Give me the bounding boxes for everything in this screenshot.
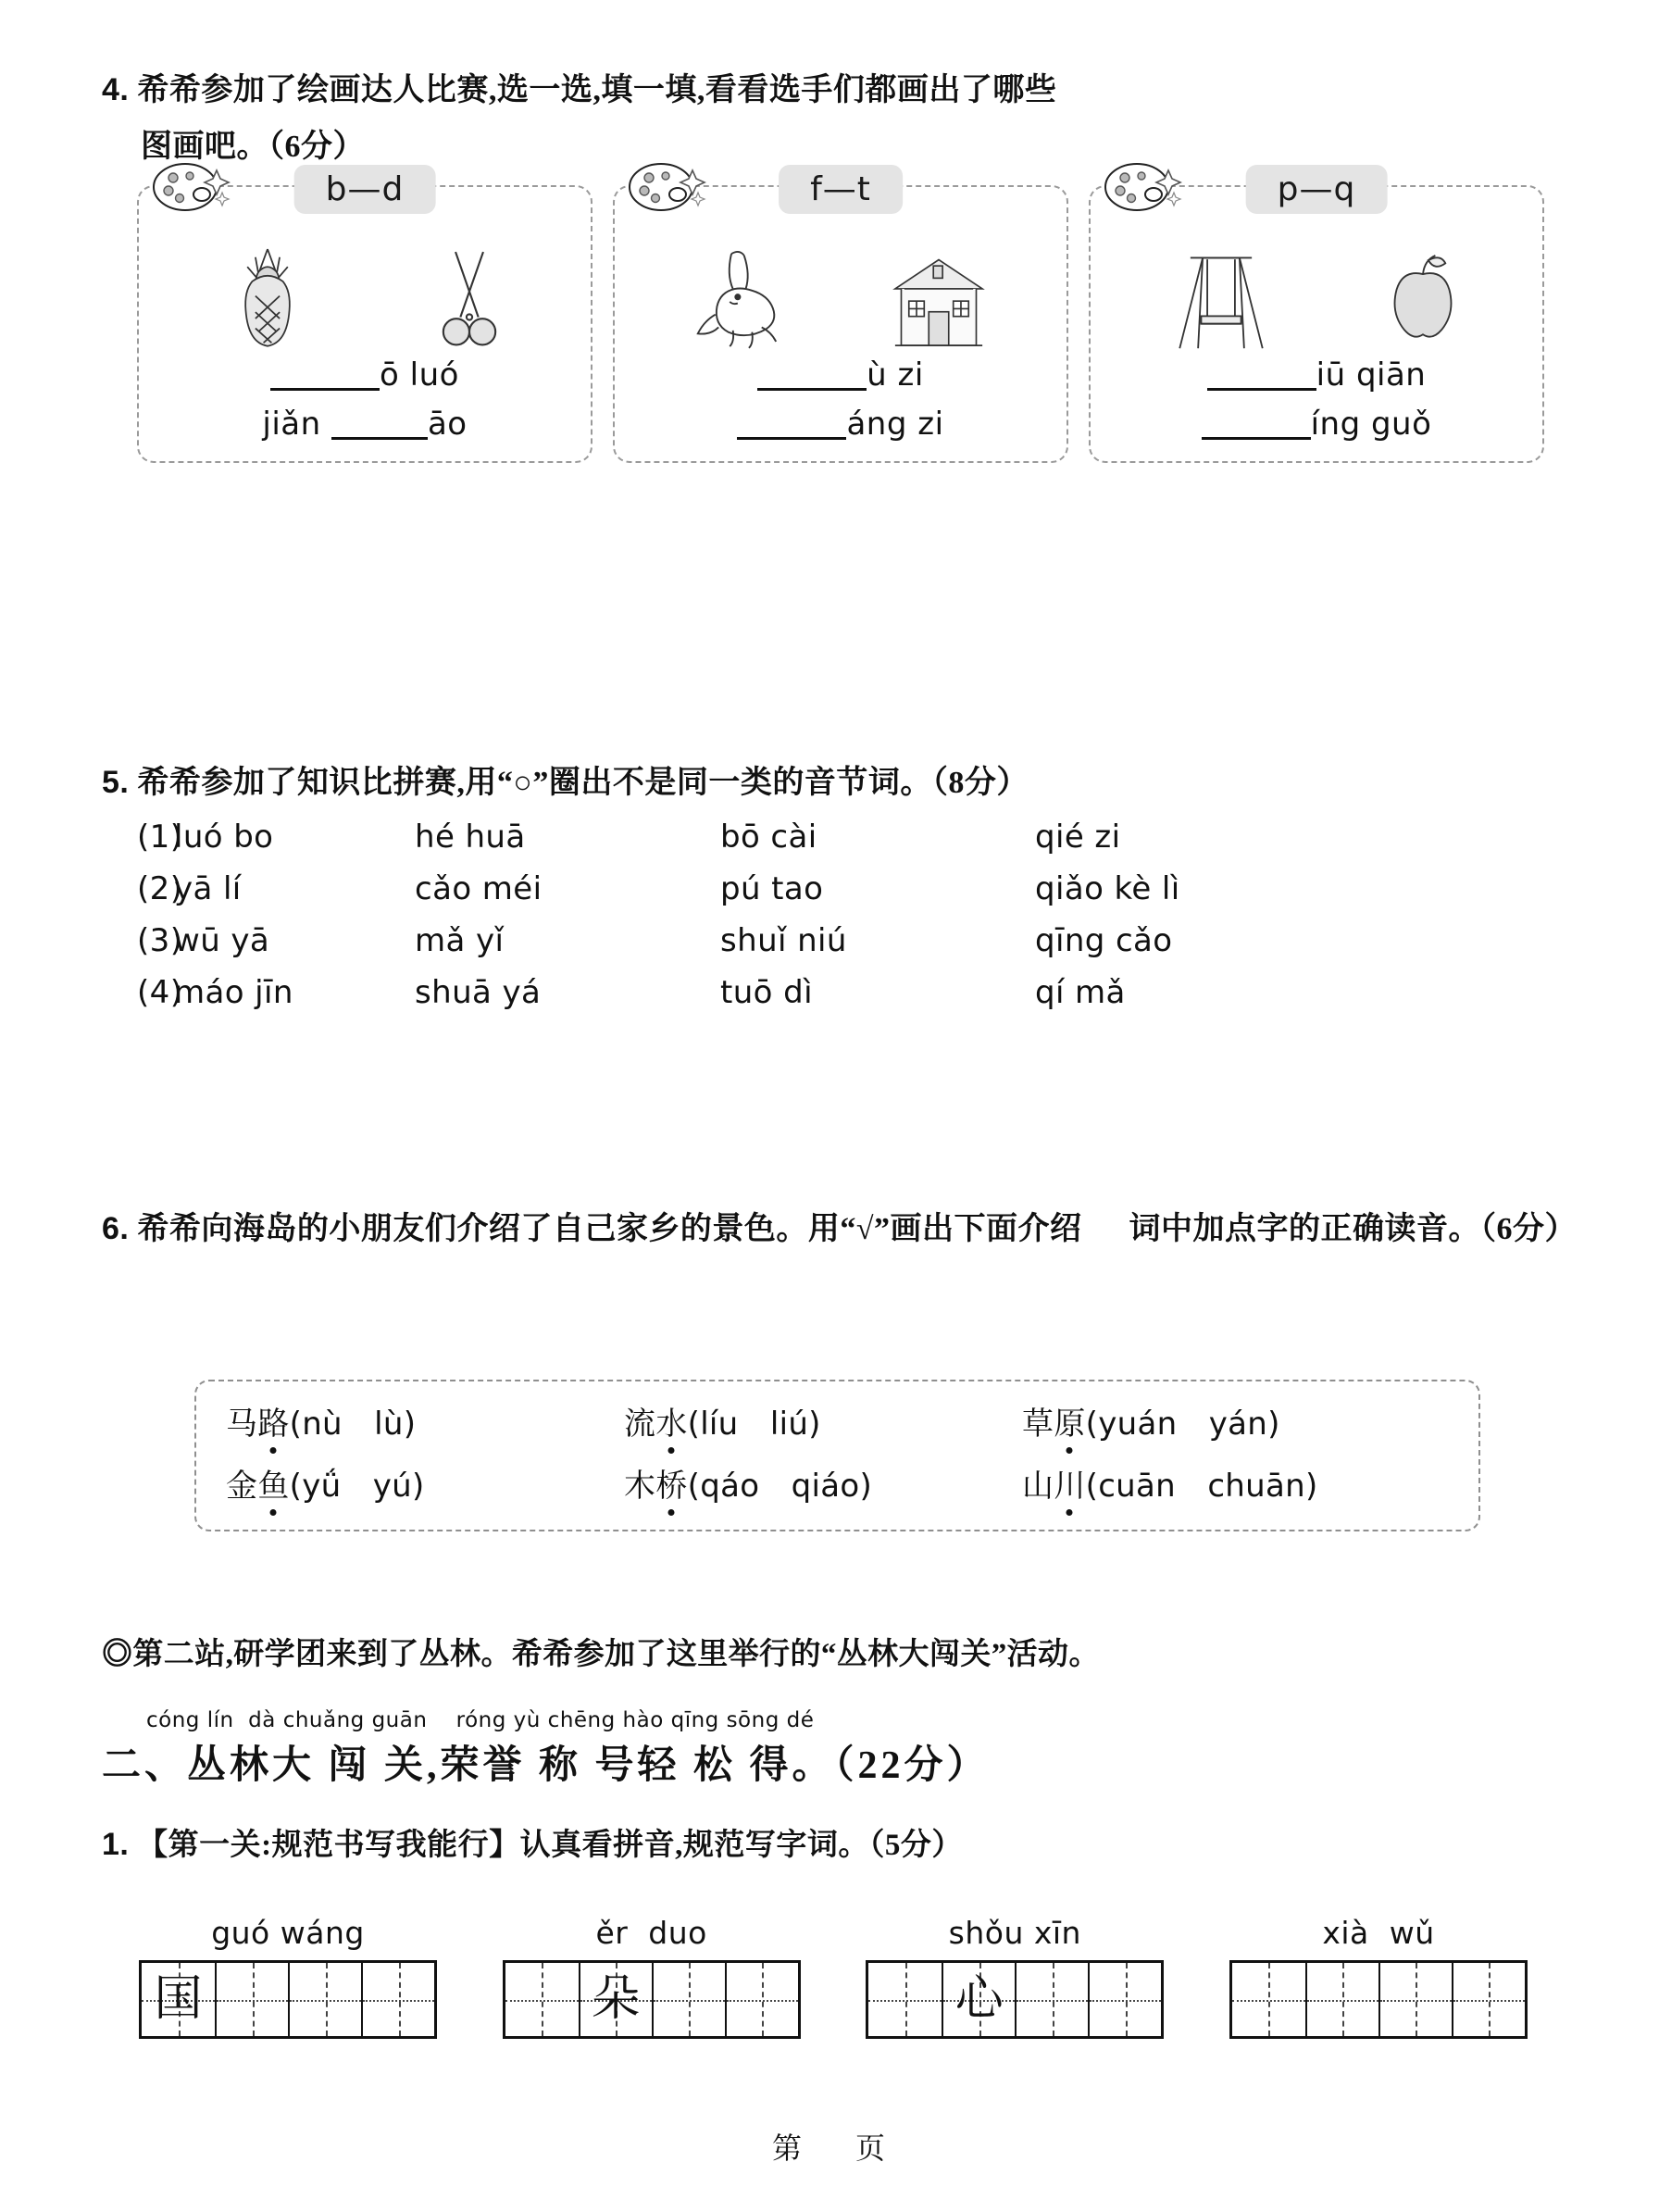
word-option[interactable]: qí mǎ xyxy=(1035,974,1126,1011)
answer-suffix: iū qiān xyxy=(1316,356,1427,394)
pronunciation-item[interactable] xyxy=(1022,1398,1420,1443)
grid-char: 心 xyxy=(954,1972,1004,2026)
word-option[interactable]: hé huā xyxy=(415,819,526,856)
question-4-number: 4. xyxy=(102,72,130,107)
question-6-number: 6. xyxy=(102,1211,130,1246)
palette-icon xyxy=(624,156,709,217)
word-char: 木 xyxy=(624,1469,656,1504)
word-char-dotted: 原 xyxy=(1054,1398,1085,1443)
pronunciation-options[interactable]: (yuán yán) xyxy=(1085,1406,1280,1443)
blank-input[interactable] xyxy=(270,356,380,391)
word-char-dotted: 路 xyxy=(257,1398,289,1443)
question-5-text: 希希参加了知识比拼赛,用“○”圈出不是同一类的音节词。（8分） xyxy=(137,766,1029,800)
pronunciation-item[interactable] xyxy=(1022,1460,1420,1506)
answer-prefix: jiǎn xyxy=(262,406,321,444)
section-2-title: 二、丛林大 闯 关,荣誉 称 号轻 松 得。（22分） xyxy=(102,1744,990,1787)
picture-box-art-pq xyxy=(1091,222,1542,361)
word-option[interactable]: pú tao xyxy=(720,870,824,907)
picture-box-art-ft xyxy=(615,222,1066,361)
word-char: 金 xyxy=(226,1469,258,1504)
word-option[interactable]: wū yā xyxy=(174,922,270,959)
answer-suffix: áng zi xyxy=(846,406,944,444)
word-char-dotted: 鱼 xyxy=(257,1460,289,1506)
word-char: 流 xyxy=(624,1407,656,1442)
word-option[interactable]: tuō dì xyxy=(720,974,813,1011)
grid-cell[interactable] xyxy=(288,1963,361,2036)
blank-input[interactable] xyxy=(331,406,428,440)
word-option[interactable]: qīng cǎo xyxy=(1035,922,1173,959)
grid-cell[interactable] xyxy=(1305,1963,1378,2036)
tianzige[interactable] xyxy=(1229,1960,1528,2039)
scissors-drawing xyxy=(432,239,506,361)
section-2-heading xyxy=(102,1708,1352,1790)
answer-line-2-ft xyxy=(615,400,1066,450)
picture-box-label-pq: p—q xyxy=(1246,165,1388,214)
grid-cell[interactable] xyxy=(652,1963,725,2036)
word-char-dotted: 桥 xyxy=(655,1460,687,1506)
pronunciation-item[interactable] xyxy=(624,1398,1022,1443)
section-2-ruby-pinyin: cóng lín dà chuǎng guān róng yù chēng hào qīng sōng dé xyxy=(146,1708,815,1732)
grid-cell[interactable] xyxy=(1452,1963,1525,2036)
swing-drawing xyxy=(1167,239,1275,361)
blank-input[interactable] xyxy=(757,356,867,391)
row-index: (2) xyxy=(137,870,183,907)
picture-box-ft xyxy=(613,170,1068,463)
word-char: 马 xyxy=(226,1407,258,1442)
palette-icon xyxy=(148,156,233,217)
writing-grid-erduo xyxy=(503,1915,801,2039)
question-5-heading xyxy=(102,757,1620,808)
grid-pinyin: xià wǔ xyxy=(1322,1915,1435,1951)
section-2-question-1-heading xyxy=(102,1819,1620,1870)
tianzige[interactable] xyxy=(503,1960,801,2039)
question-5-word-list xyxy=(137,819,1581,1026)
list-item xyxy=(137,819,1581,856)
grid-cell[interactable] xyxy=(579,1963,652,2036)
answer-suffix: āo xyxy=(427,406,468,444)
pronunciation-item[interactable] xyxy=(624,1460,1022,1506)
question-5-number: 5. xyxy=(102,765,130,800)
question-6-answer-box xyxy=(194,1380,1480,1531)
pronunciation-options[interactable]: (qáo qiáo) xyxy=(687,1468,873,1505)
footer-prefix: 第 xyxy=(771,2131,804,2165)
question-4-text-line2: 图画吧。（6分） xyxy=(141,130,365,165)
word-option[interactable]: bō cài xyxy=(720,819,817,856)
word-char-dotted: 川 xyxy=(1054,1460,1085,1506)
word-option[interactable]: qié zi xyxy=(1035,819,1121,856)
row-index: (4) xyxy=(137,974,183,1011)
house-drawing xyxy=(881,243,996,361)
word-char-dotted: 水 xyxy=(655,1398,687,1443)
picture-box-art-bd xyxy=(139,222,591,361)
word-char: 草 xyxy=(1022,1407,1054,1442)
answer-line-2-pq xyxy=(1091,400,1542,450)
picture-box-label-ft: f—t xyxy=(779,165,903,214)
answer-suffix: íng guǒ xyxy=(1310,406,1432,444)
pronunciation-options[interactable]: (yǘ yú) xyxy=(289,1468,425,1505)
pineapple-drawing xyxy=(223,239,312,361)
tianzige[interactable] xyxy=(139,1960,437,2039)
question-4-picture-boxes xyxy=(137,170,1544,463)
question-4-text-line1: 希希参加了绘画达人比赛,选一选,填一填,看看选手们都画出了哪些 xyxy=(137,73,1057,107)
grid-cell[interactable] xyxy=(1015,1963,1088,2036)
rabbit-drawing xyxy=(685,241,789,361)
row-index: (1) xyxy=(137,819,183,856)
table-row xyxy=(196,1460,1478,1506)
grid-char: 国 xyxy=(154,1972,203,2026)
writing-grid-xiawu xyxy=(1229,1915,1528,2039)
pronunciation-item[interactable] xyxy=(226,1460,624,1506)
grid-cell[interactable] xyxy=(868,1963,942,2036)
grid-char: 朵 xyxy=(592,1972,641,2026)
answer-line-2-bd xyxy=(139,400,591,450)
word-option[interactable]: luó bo xyxy=(174,819,274,856)
writing-grid-guowang xyxy=(139,1915,437,2039)
word-option[interactable]: yā lí xyxy=(174,870,242,907)
question-6-heading xyxy=(102,1204,1620,1255)
list-item xyxy=(137,870,1581,907)
pronunciation-options[interactable]: (nù lù) xyxy=(289,1406,417,1443)
answer-suffix: ō luó xyxy=(380,356,459,394)
picture-box-bd xyxy=(137,170,592,463)
word-char: 山 xyxy=(1022,1469,1054,1504)
picture-box-pq xyxy=(1089,170,1544,463)
station-note: ◎第二站,研学团来到了丛林。希希参加了这里举行的“丛林大闯关”活动。 xyxy=(102,1638,1100,1671)
grid-cell[interactable] xyxy=(215,1963,288,2036)
grid-cell[interactable] xyxy=(725,1963,798,2036)
grid-pinyin: shǒu xīn xyxy=(948,1915,1081,1951)
tianzige[interactable] xyxy=(866,1960,1164,2039)
answer-line-1-ft xyxy=(615,351,1066,401)
grid-cell[interactable] xyxy=(1088,1963,1161,2036)
grid-cell[interactable] xyxy=(942,1963,1015,2036)
picture-box-answer-lines-pq xyxy=(1091,351,1542,450)
table-row xyxy=(196,1398,1478,1443)
pronunciation-options[interactable]: (cuān chuān) xyxy=(1085,1468,1318,1505)
grid-cell[interactable] xyxy=(505,1963,579,2036)
question-6-text-line2: 词中加点字的正确读音。（6分） xyxy=(1129,1212,1578,1246)
grid-pinyin: ěr duo xyxy=(595,1915,707,1951)
word-option[interactable]: máo jīn xyxy=(174,974,293,1011)
question-6-text-line1: 希希向海岛的小朋友们介绍了自己家乡的景色。用“√”画出下面介绍 xyxy=(137,1212,1082,1246)
word-option[interactable]: mǎ yǐ xyxy=(415,922,505,959)
answer-line-1-bd xyxy=(139,351,591,401)
grid-cell[interactable] xyxy=(142,1963,215,2036)
word-option[interactable]: cǎo méi xyxy=(415,870,543,907)
writing-grid-shouxin xyxy=(866,1915,1164,2039)
blank-input[interactable] xyxy=(737,406,846,440)
word-option[interactable]: shuā yá xyxy=(415,974,542,1011)
picture-box-answer-lines-bd xyxy=(139,351,591,450)
palette-icon xyxy=(1100,156,1185,217)
blank-input[interactable] xyxy=(1202,406,1311,440)
list-item xyxy=(137,974,1581,1011)
answer-line-1-pq xyxy=(1091,351,1542,401)
row-index: (3) xyxy=(137,922,183,959)
pronunciation-item[interactable] xyxy=(226,1398,624,1443)
answer-suffix: ù zi xyxy=(867,356,924,394)
list-item xyxy=(137,922,1581,959)
character-writing-grids xyxy=(139,1915,1528,2039)
page-footer xyxy=(0,2125,1659,2168)
section-2-question-1-number: 1. xyxy=(102,1827,130,1862)
grid-pinyin: guó wáng xyxy=(211,1915,365,1951)
word-option[interactable]: shuǐ niú xyxy=(720,922,847,959)
pronunciation-options[interactable]: (líu liú) xyxy=(687,1406,821,1443)
grid-cell[interactable] xyxy=(1232,1963,1305,2036)
blank-input[interactable] xyxy=(1207,356,1316,391)
grid-cell[interactable] xyxy=(1378,1963,1452,2036)
section-2-question-1-text: 【第一关:规范书写我能行】认真看拼音,规范写字词。（5分） xyxy=(137,1829,963,1862)
question-4-heading xyxy=(102,65,1583,172)
apple-drawing xyxy=(1380,244,1466,361)
footer-suffix: 页 xyxy=(855,2131,888,2165)
grid-cell[interactable] xyxy=(361,1963,434,2036)
picture-box-answer-lines-ft xyxy=(615,351,1066,450)
picture-box-label-bd: b—d xyxy=(294,165,436,214)
word-option[interactable]: qiǎo kè lì xyxy=(1035,870,1180,907)
